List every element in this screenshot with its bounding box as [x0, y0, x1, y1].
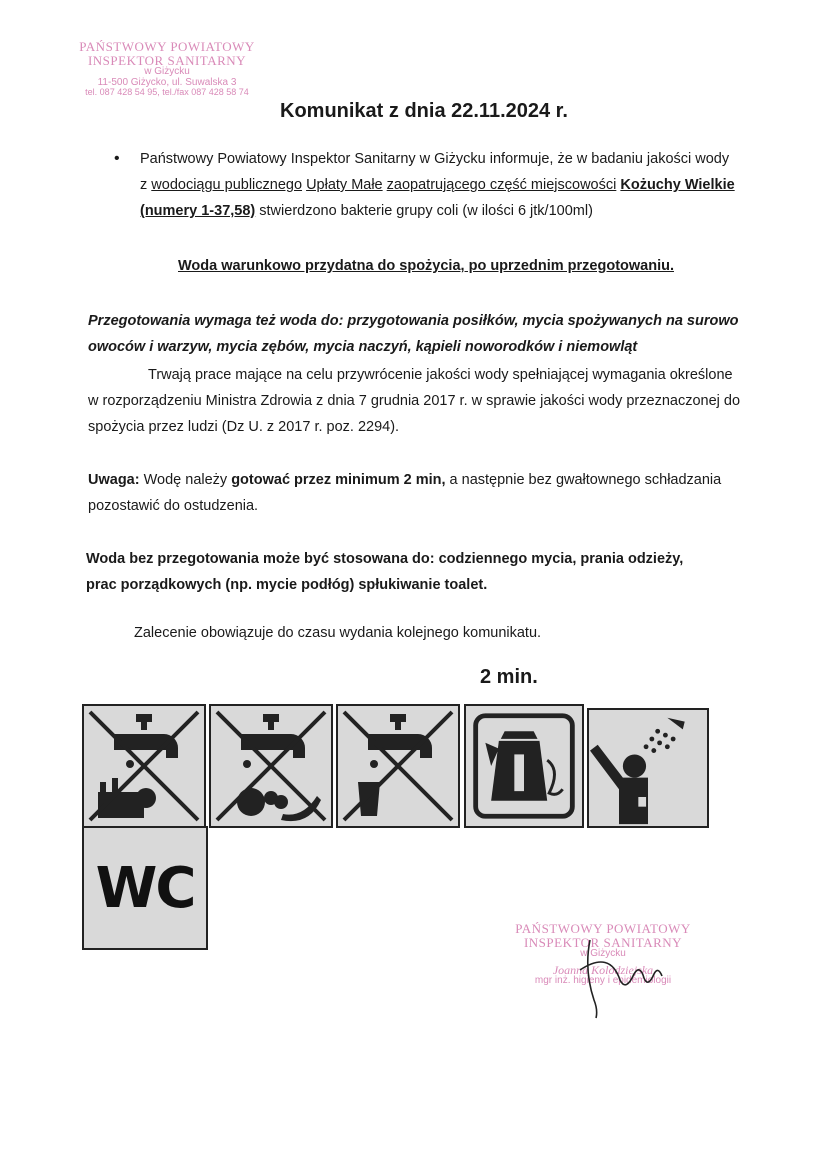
- headline: Woda warunkowo przydatna do spożycia, po uprzednim przegotowaniu.: [178, 258, 674, 274]
- bullet-text-z: z: [140, 177, 148, 193]
- no-boil-line-2: prac porządkowych (np. mycie podłóg) spłukiwanie toalet.: [86, 577, 488, 593]
- house-numbers: (numery 1-37,58): [140, 203, 256, 219]
- supply-link: wodociągu publicznego: [151, 177, 303, 193]
- kettle-boil-icon: [464, 704, 584, 828]
- boil-time-label: 2 min.: [480, 666, 538, 688]
- stamp-line-5: tel. 087 428 54 95, tel./fax 087 428 58 74: [85, 87, 249, 98]
- no-boil-line-1: Woda bez przegotowania może być stosowana do: codziennego mycia, prania odzieży,: [86, 551, 684, 567]
- no-tap-water-drinking-icon: [336, 704, 460, 828]
- sig-stamp-line-2: INSPEKTOR SANITARNY: [523, 934, 683, 950]
- no-tap-water-produce-icon: [209, 704, 333, 828]
- sig-stamp-line-1: PAŃSTWOWY POWIATOWY: [515, 921, 691, 936]
- bullet-dot: •: [114, 150, 120, 167]
- wc-label: WC: [95, 855, 195, 921]
- sig-stamp-line-5: mgr inż. higieny i epidemiologii: [534, 975, 672, 987]
- bacteria-finding: stwierdzono bakterie grupy coli (w ilości 6 jtk/100ml): [259, 203, 593, 219]
- no-boil-paragraph: [86, 546, 786, 598]
- stamp-line-2: INSPEKTOR SANITARNY: [87, 52, 247, 68]
- bullet-paragraph: [140, 146, 790, 224]
- stamp-line-4: 11-500 Giżycko, ul. Suwalska 3: [97, 76, 237, 88]
- warning-line-1: [88, 467, 788, 493]
- works-line-1: Trwają prace mające na celu przywrócenie jakości wody spełniającej wymagania określone: [148, 367, 733, 383]
- boil-required-line-2: owoców i warzyw, mycia zębów, mycia naczyń, kąpieli noworodków i niemowląt: [88, 339, 638, 355]
- supply-scope: zaopatrującego część miejscowości: [386, 177, 617, 193]
- shower-icon: [587, 708, 709, 828]
- validity-note: Zalecenie obowiązuje do czasu wydania kolejnego komunikatu.: [134, 625, 542, 641]
- warning-paragraph: [88, 467, 788, 519]
- no-tap-water-cooking-icon: [82, 704, 206, 828]
- sig-stamp-line-3: w Giżycku: [580, 948, 626, 960]
- header-stamp: [62, 40, 272, 98]
- bullet-line-3: [140, 198, 790, 224]
- supply-name: Upłaty Małe: [306, 177, 383, 193]
- boil-required-line-1: Przegotowania wymaga też woda do: przygotowania posiłków, mycia spożywanych na surowo: [88, 313, 739, 329]
- stamp-line-3: w Giżycku: [144, 66, 190, 78]
- handwritten-signature: [560, 930, 680, 1020]
- town-name: Kożuchy Wielkie: [620, 177, 735, 193]
- works-line-3: spożycia przez ludzi (Dz U. z 2017 r. poz. 2294).: [88, 419, 400, 435]
- bullet-line-2: [140, 172, 790, 198]
- warning-line-2: pozostawić do ostudzenia.: [88, 498, 259, 514]
- boil-required: [88, 308, 788, 360]
- wc-icon: [82, 826, 208, 950]
- warning-text-b: a następnie bez gwałtownego schładzania: [449, 472, 722, 488]
- sig-stamp-line-4: Joanna Kolodziejska: [552, 962, 654, 977]
- warning-text-a: Wodę należy: [143, 472, 228, 488]
- page-title: Komunikat z dnia 22.11.2024 r.: [280, 100, 568, 122]
- warning-label: Uwaga:: [88, 472, 140, 488]
- works-paragraph: [88, 362, 788, 440]
- works-line-2: w rozporządzeniu Ministra Zdrowia z dnia 7 grudnia 2017 r. w sprawie jakości wody przeznaczonej do: [88, 393, 741, 409]
- warning-emphasis: gotować przez minimum 2 min,: [231, 472, 446, 488]
- stamp-line-1: PAŃSTWOWY POWIATOWY: [79, 39, 255, 54]
- bullet-line-1: Państwowy Powiatowy Inspektor Sanitarny w Giżycku informuje, że w badaniu jakości wody: [140, 151, 730, 167]
